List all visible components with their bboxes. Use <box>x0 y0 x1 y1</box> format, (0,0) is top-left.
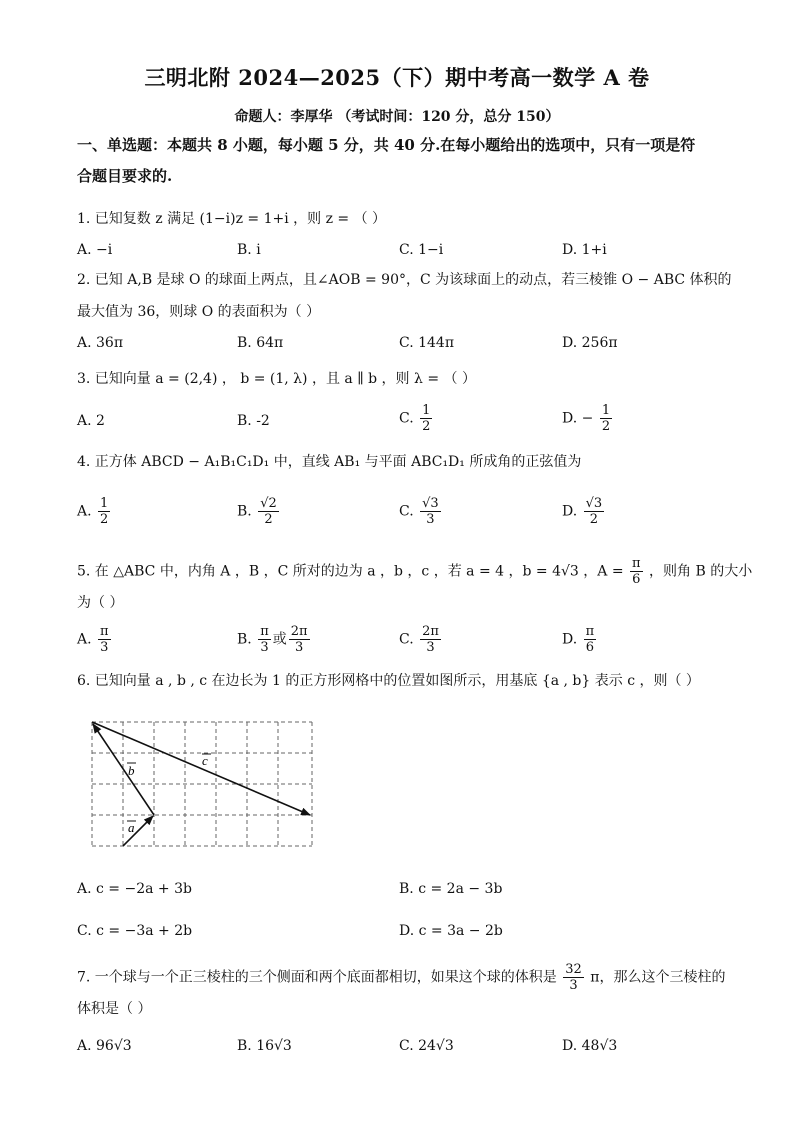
vector-b-label: b <box>128 763 135 778</box>
q7-option-b: B. 16√3 <box>237 1038 292 1054</box>
frac-denominator: 2 <box>589 512 599 527</box>
frac-denominator: 6 <box>632 572 641 587</box>
q4-stem: 4. 正方体 ABCD − A₁B₁C₁D₁ 中，直线 AB₁ 与平面 ABC₁D₁ 所成角的正弦值为 <box>77 454 582 470</box>
q5-option-a-fraction <box>98 624 111 655</box>
q4-option-d-label: D. <box>562 503 578 520</box>
frac-numerator: π <box>100 624 109 639</box>
frac-denominator: 3 <box>426 512 435 527</box>
q4-option-c-fraction <box>420 496 441 527</box>
q7-option-d: D. 48√3 <box>562 1038 618 1054</box>
vector-c-arrow <box>92 722 310 815</box>
q4-option-d <box>562 496 606 527</box>
exam-title: 三明北附 2024—2025（下）期中考高一数学 A 卷 <box>144 65 650 90</box>
q4-option-b-label: B. <box>237 503 252 520</box>
q4-option-c-label: C. <box>399 503 414 520</box>
frac-numerator: π <box>632 556 641 571</box>
vector-a-label: a <box>128 820 135 835</box>
q4-option-a-label: A. <box>77 503 92 520</box>
q6-option-c: C. c = −3a + 2b <box>77 923 193 939</box>
q4-option-c <box>399 496 443 527</box>
q5-option-d-fraction <box>584 624 597 655</box>
q5-option-b-fraction2 <box>289 624 310 655</box>
frac-numerator: √3 <box>422 496 439 511</box>
q5-option-b <box>237 624 312 655</box>
q4-option-d-fraction <box>584 496 605 527</box>
q3-option-c-label: C. <box>399 410 414 427</box>
q1-option-a: A. −i <box>77 242 113 258</box>
q3-option-d <box>562 403 614 434</box>
q6-option-d: D. c = 3a − 2b <box>399 923 503 939</box>
q5-stem-fraction <box>630 556 643 587</box>
q4-option-a-fraction <box>98 496 110 527</box>
frac-numerator: 1 <box>422 403 431 418</box>
q3-stem: 3. 已知向量 a = (2,4) ， b = (1, λ) ，且 a ∥ b ，则 λ = （ ） <box>77 371 476 387</box>
frac-denominator: 3 <box>569 978 578 993</box>
q3-option-d-fraction <box>600 403 612 434</box>
frac-denominator: 6 <box>585 640 595 655</box>
frac-denominator: 2 <box>601 419 611 434</box>
q3-option-a: A. 2 <box>77 413 105 429</box>
q6-option-a: A. c = −2a + 3b <box>77 881 192 897</box>
frac-denominator: 2 <box>264 512 273 527</box>
q5-option-c-fraction <box>420 624 441 655</box>
q5-stem-tail: ，则角 B 的大小 <box>649 563 753 580</box>
exam-subtitle: 命题人：李厚华 （考试时间：120 分，总分 150） <box>234 109 560 125</box>
q7-stem-line2: 体积是（ ） <box>77 1001 152 1017</box>
q5-stem-line1 <box>77 556 752 587</box>
q2-option-a: A. 36π <box>77 335 124 351</box>
frac-denominator: 3 <box>100 640 109 655</box>
q5-option-a <box>77 624 113 655</box>
q5-option-d <box>562 624 598 655</box>
vector-c-label: c <box>202 753 208 768</box>
frac-denominator: 2 <box>100 512 109 527</box>
frac-numerator: √3 <box>585 496 603 511</box>
frac-denominator: 3 <box>295 640 304 655</box>
q4-option-a <box>77 496 112 527</box>
frac-numerator: 1 <box>100 496 109 511</box>
frac-numerator: 2π <box>290 624 308 639</box>
frac-denominator: 3 <box>426 640 435 655</box>
q2-option-b: B. 64π <box>237 335 284 351</box>
q5-option-b-or: 或 <box>272 631 287 648</box>
q6-option-b: B. c = 2a − 3b <box>399 881 503 897</box>
q2-stem-line2: 最大值为 36，则球 O 的表面积为（ ） <box>77 304 321 320</box>
frac-numerator: π <box>585 624 595 639</box>
q7-stem-fraction <box>563 962 584 993</box>
q7-option-a: A. 96√3 <box>77 1038 132 1054</box>
section-heading-line2: 合题目要求的. <box>77 167 173 185</box>
q1-option-b: B. i <box>237 242 261 258</box>
q4-option-b <box>237 496 281 527</box>
q2-option-c: C. 144π <box>399 335 455 351</box>
q5-option-c <box>399 624 443 655</box>
q5-stem-line2: 为（ ） <box>77 595 124 611</box>
q6-stem: 6. 已知向量 a , b , c 在边长为 1 的正方形网格中的位置如图所示，用基底 {a , b} 表示 c ，则（ ） <box>77 673 700 689</box>
q3-option-c <box>399 403 434 434</box>
q4-option-b-fraction <box>258 496 279 527</box>
q3-option-c-fraction <box>420 403 432 434</box>
q7-stem-tail: π，那么这个三棱柱的 <box>590 969 726 986</box>
frac-denominator: 2 <box>422 419 431 434</box>
frac-numerator: π <box>260 624 269 639</box>
frac-numerator: 1 <box>601 403 611 418</box>
grid-lines <box>92 722 312 846</box>
frac-numerator: √2 <box>260 496 277 511</box>
frac-numerator: 32 <box>565 962 582 977</box>
q7-stem-text: 7. 一个球与一个正三棱柱的三个侧面和两个底面都相切，如果这个球的体积是 <box>77 969 557 986</box>
q7-option-c: C. 24√3 <box>399 1038 454 1054</box>
frac-denominator: 3 <box>260 640 269 655</box>
q2-stem-line1: 2. 已知 A,B 是球 O 的球面上两点，且∠AOB = 90°，C 为该球面上的动点，若三棱锥 O − ABC 体积的 <box>77 272 732 288</box>
q3-option-d-label: D. − <box>562 410 594 427</box>
q5-option-c-label: C. <box>399 631 414 648</box>
q1-stem: 1. 已知复数 z 满足 (1−i)z = 1+i ，则 z = （ ） <box>77 211 387 227</box>
vector-grid-figure <box>90 720 320 855</box>
q1-option-d: D. 1+i <box>562 242 607 258</box>
frac-numerator: 2π <box>422 624 439 639</box>
q7-stem-line1 <box>77 962 725 993</box>
section-heading-line1: 一、单选题：本题共 8 小题，每小题 5 分，共 40 分.在每小题给出的选项中，只有一项是符 <box>77 136 696 154</box>
q5-option-a-label: A. <box>77 631 92 648</box>
q1-option-c: C. 1−i <box>399 242 444 258</box>
q2-option-d: D. 256π <box>562 335 618 351</box>
q5-stem-text: 5. 在 △ABC 中，内角 A ，B ，C 所对的边为 a ，b ，c ，若 a = 4 ，b = 4√3 ，A = <box>77 563 624 580</box>
q3-option-b: B. -2 <box>237 413 270 429</box>
q5-option-b-label: B. <box>237 631 252 648</box>
q5-option-b-fraction1 <box>258 624 271 655</box>
q5-option-d-label: D. <box>562 631 578 648</box>
